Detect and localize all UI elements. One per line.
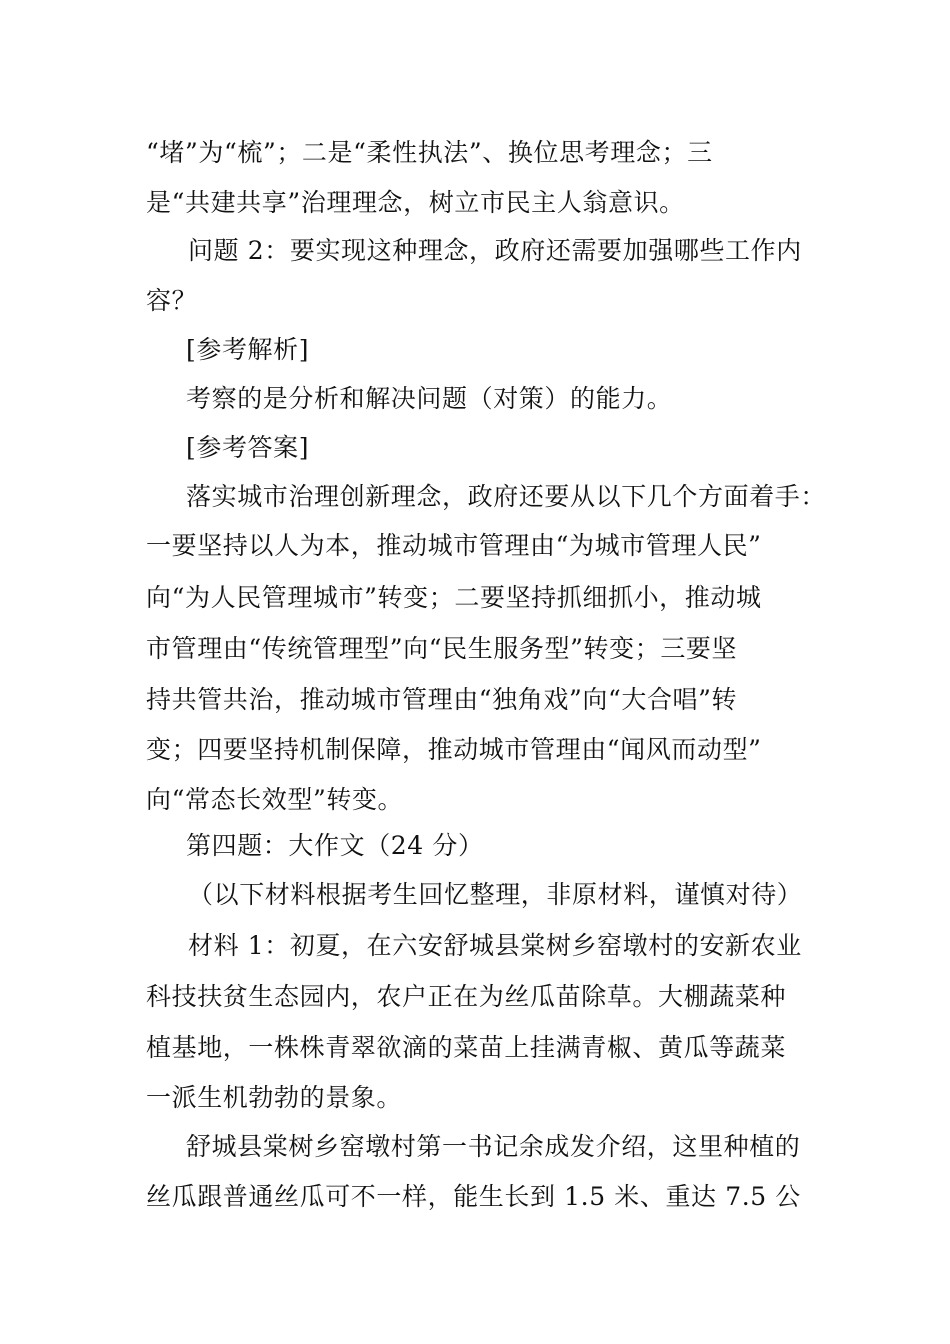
text-line: 向“常态长效型”转变。 bbox=[146, 785, 404, 814]
text-line: （以下材料根据考生回忆整理，非原材料，谨慎对待） bbox=[188, 880, 803, 909]
text-line: 变；四要坚持机制保障，推动城市管理由“闻风而动型” bbox=[146, 735, 762, 764]
section-label: [参考答案] bbox=[186, 433, 310, 462]
text-line: 植基地，一株株青翠欲滴的菜苗上挂满青椒、黄瓜等蔬菜 bbox=[146, 1033, 787, 1062]
text-line: 容？ bbox=[146, 286, 198, 315]
text-line: 市管理由“传统管理型”向“民生服务型”转变；三要坚 bbox=[146, 634, 738, 663]
text-line: 科技扶贫生态园内，农户正在为丝瓜苗除草。大棚蔬菜种 bbox=[146, 982, 787, 1011]
text-line: 考察的是分析和解决问题（对策）的能力。 bbox=[186, 384, 673, 413]
text-line: 一要坚持以人为本，推动城市管理由“为城市管理人民” bbox=[146, 531, 762, 560]
text-line: 一派生机勃勃的景象。 bbox=[146, 1083, 403, 1112]
section-heading: 第四题：大作文（24 分） bbox=[186, 831, 484, 860]
section-label: [参考解析] bbox=[186, 335, 310, 364]
text-line: 落实城市治理创新理念，政府还要从以下几个方面着手： bbox=[186, 482, 827, 511]
text-line: 是“共建共享”治理理念，树立市民主人翁意识。 bbox=[146, 188, 685, 217]
text-line: 向“为人民管理城市”转变；二要坚持抓细抓小，推动城 bbox=[146, 583, 762, 612]
text-line: 持共管共治，推动城市管理由“独角戏”向“大合唱”转 bbox=[146, 685, 738, 714]
text-line: 材料 1：初夏，在六安舒城县棠树乡窑墩村的安新农业 bbox=[188, 931, 802, 960]
text-line: 丝瓜跟普通丝瓜可不一样，能生长到 1.5 米、重达 7.5 公 bbox=[146, 1182, 801, 1211]
text-line: 舒城县棠树乡窑墩村第一书记余成发介绍，这里种植的 bbox=[186, 1132, 801, 1161]
text-line: “堵”为“梳”；二是“柔性执法”、换位思考理念；三 bbox=[146, 138, 713, 167]
text-line: 问题 2：要实现这种理念，政府还需要加强哪些工作内 bbox=[188, 236, 802, 265]
